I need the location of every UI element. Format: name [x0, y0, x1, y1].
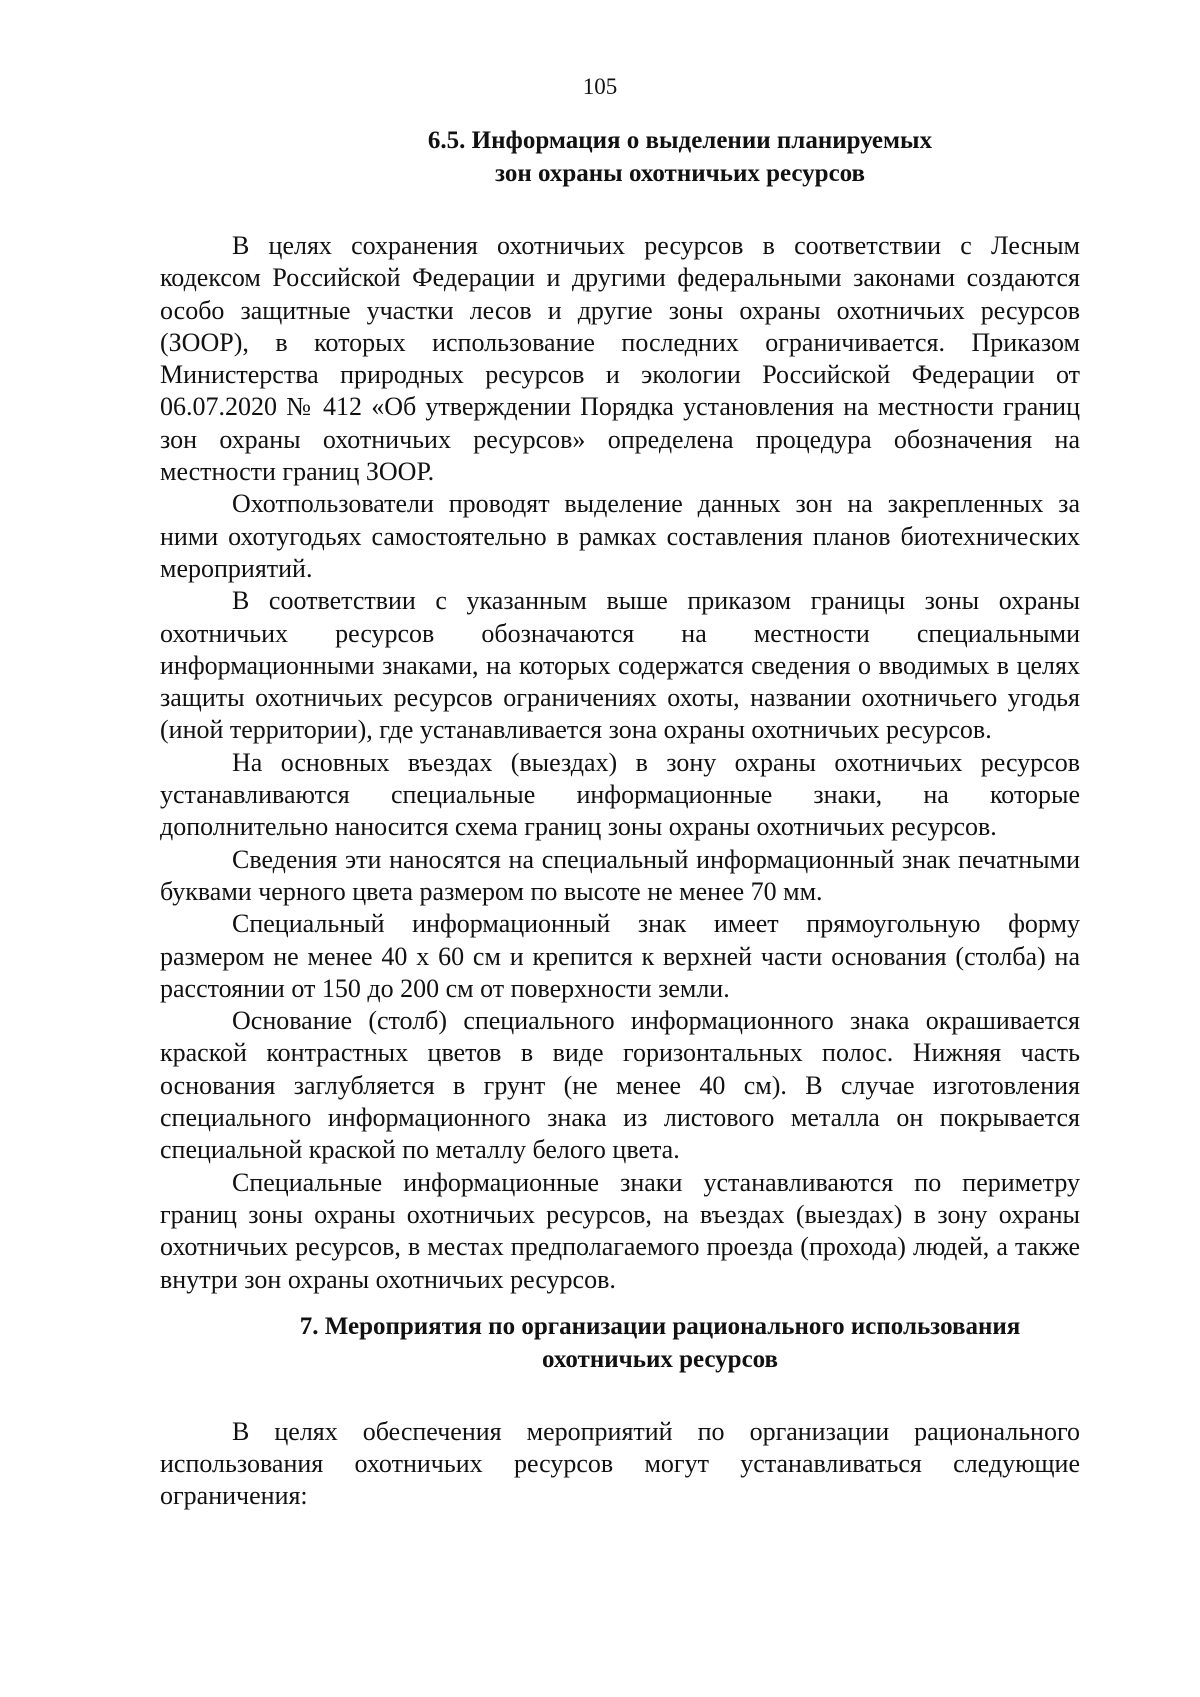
section-6-5-heading [160, 124, 1080, 190]
section-7-heading [160, 1310, 1080, 1376]
section-6-5-paragraph-2: Охотпользователи проводят выделение данных зон на закрепленных за ними охотугодьях самостоятельно в рамках составления планов биотехнических мероприятий. [160, 489, 1080, 583]
section-6-5-paragraph-7: Основание (столб) специального информационного знака окрашивается краской контрастных цветов в виде горизонтальных полос. Нижняя часть основания заглубляется в грунт (не менее 40 см). В случае изготовления специального информационного знака из листового металла он покрывается специальной краской по металлу белого цвета. [160, 1006, 1080, 1165]
section-6-5-paragraph-3: В соответствии с указанным выше приказом границы зоны охраны охотничьих ресурсов обозначаются на местности специальными информационными знаками, на которых содержатся сведения о вводимых в целях защиты охотничьих ресурсов ограничениях охоты, названии охотничьего угодья (иной территории), где устанавливается зона охраны охотничьих ресурсов. [160, 586, 1080, 745]
section-6-5-heading-line-1: 6.5. Информация о выделении планируемых [427, 127, 933, 154]
section-6-5-paragraph-4: На основных въездах (выездах) в зону охраны охотничьих ресурсов устанавливаются специальные информационные знаки, на которые дополнительно наносится схема границ зоны охраны охотничьих ресурсов. [160, 747, 1080, 842]
section-6-5-paragraph-6: Специальный информационный знак имеет прямоугольную форму размером не менее 40 x 60 см и крепится к верхней части основания (столба) на расстоянии от 150 до 200 см от поверхности земли. [160, 909, 1080, 1003]
section-7-paragraph-1: В целях обеспечения мероприятий по организации рационального использования охотничьих ресурсов могут устанавливаться следующие ограничения: [160, 1416, 1080, 1511]
section-7-heading-line-1: 7. Мероприятия по организации рационального использования [299, 1312, 1021, 1340]
section-6-5-paragraph-1: В целях сохранения охотничьих ресурсов в соответствии с Лесным кодексом Российской Федерации и другими федеральными законами создаются особо защитные участки лесов и другие зоны охраны охотничьих ресурсов (ЗООР), в которых использование последних ограничивается. Приказом Министерства природных ресурсов и экологии Российской Федерации от 06.07.2020 № 412 «Об утверждении Порядка установления на местности границ зон охраны охотничьих ресурсов» определена процедура обозначения на местности границ ЗООР. [160, 231, 1080, 487]
section-7-heading-line-2: охотничьих ресурсов [541, 1345, 779, 1373]
page-content [160, 124, 1080, 1513]
page-number: 105 [582, 74, 618, 99]
section-6-5-paragraph-8: Специальные информационные знаки устанавливаются по периметру границ зоны охраны охотничьих ресурсов, на въездах (выездах) в зону охраны охотничьих ресурсов, в местах предполагаемого проезда (прохода) людей, а также внутри зон охраны охотничьих ресурсов. [160, 1167, 1080, 1294]
section-6-5-paragraph-5: Сведения эти наносятся на специальный информационный знак печатными буквами черного цвета размером по высоте не менее 70 мм. [160, 844, 1080, 906]
section-6-5-heading-line-2: зон охраны охотничьих ресурсов [494, 160, 866, 187]
